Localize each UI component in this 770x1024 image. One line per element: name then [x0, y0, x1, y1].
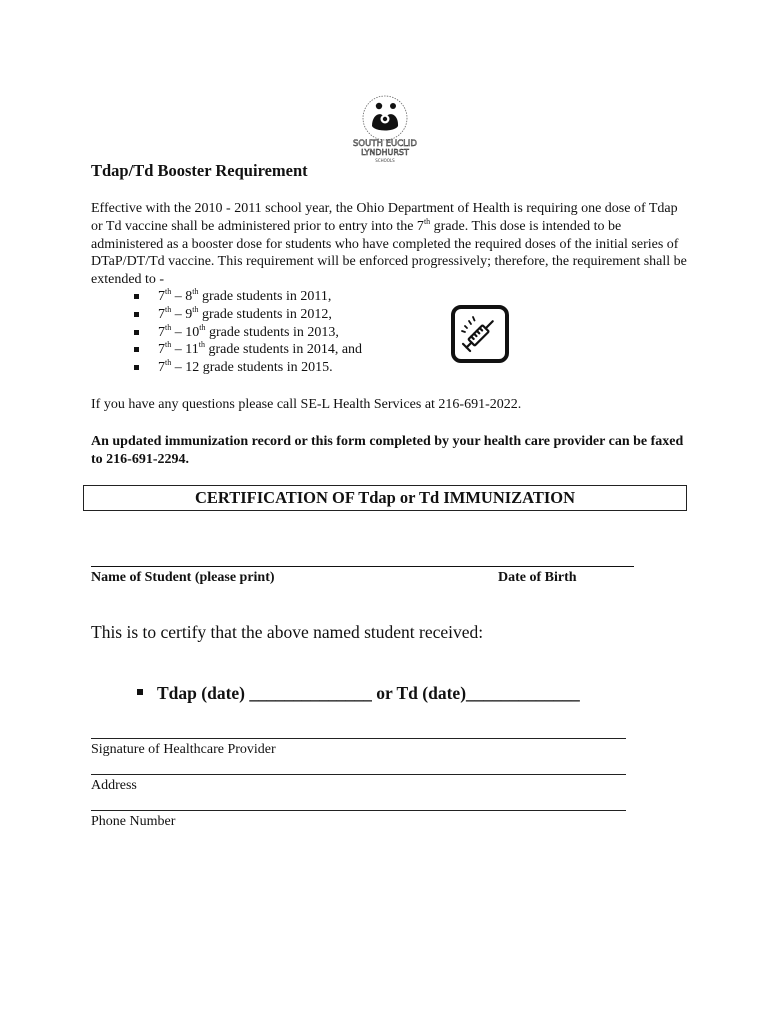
list-item: 7th – 9th grade students in 2012, [126, 306, 362, 324]
list-item: 7th – 8th grade students in 2011, [126, 288, 362, 306]
date-of-birth-label: Date of Birth [498, 570, 577, 585]
square-bullet-icon [134, 312, 139, 317]
signature-label: Signature of Healthcare Provider [91, 742, 276, 757]
phone-field[interactable] [91, 810, 626, 811]
address-field[interactable] [91, 774, 626, 775]
grade-schedule-list [126, 288, 362, 377]
page-title: Tdap/Td Booster Requirement [91, 161, 308, 180]
address-label: Address [91, 778, 137, 793]
student-name-field[interactable] [91, 566, 634, 567]
phone-label: Phone Number [91, 814, 176, 829]
square-bullet-icon [134, 365, 139, 370]
list-item: 7th – 11th grade students in 2014, and [126, 341, 362, 359]
list-item: 7th – 12 grade students in 2015. [126, 359, 362, 377]
svg-text:LYNDHURST: LYNDHURST [361, 148, 409, 157]
svg-text:SOUTH EUCLID: SOUTH EUCLID [353, 139, 417, 149]
certify-statement: This is to certify that the above named student received: [91, 622, 484, 642]
svg-text:SCHOOLS: SCHOOLS [375, 158, 395, 163]
syringe-icon [450, 304, 510, 364]
vaccine-date-field[interactable]: Tdap (date) ______________ or Td (date)_____________ [137, 683, 580, 704]
square-bullet-icon [134, 347, 139, 352]
square-bullet-icon [134, 294, 139, 299]
certification-title: CERTIFICATION OF Tdap or Td IMMUNIZATION [83, 485, 687, 511]
fax-instructions: An updated immunization record or this form completed by your health care provider can be faxed to 216-691-2294. [91, 434, 684, 467]
intro-paragraph: Effective with the 2010 - 2011 school year, the Ohio Department of Health is requiring one dose of Tdap or Td vaccine shall be administered prior to entry into the 7th grade. This dose is intended to be administered as a booster dose for students who have completed the required doses of the initial series of DTaP/DT/Td vaccine. This requirement will be enforced progressively; therefore, the requirement shall be extended to - [91, 201, 687, 288]
questions-contact: If you have any questions please call SE-L Health Services at 216-691-2022. [91, 397, 522, 412]
list-item: 7th – 10th grade students in 2013, [126, 324, 362, 342]
signature-field[interactable] [91, 738, 626, 739]
student-name-label: Name of Student (please print) [91, 570, 275, 585]
square-bullet-icon [137, 689, 143, 695]
school-logo [339, 92, 431, 164]
square-bullet-icon [134, 330, 139, 335]
